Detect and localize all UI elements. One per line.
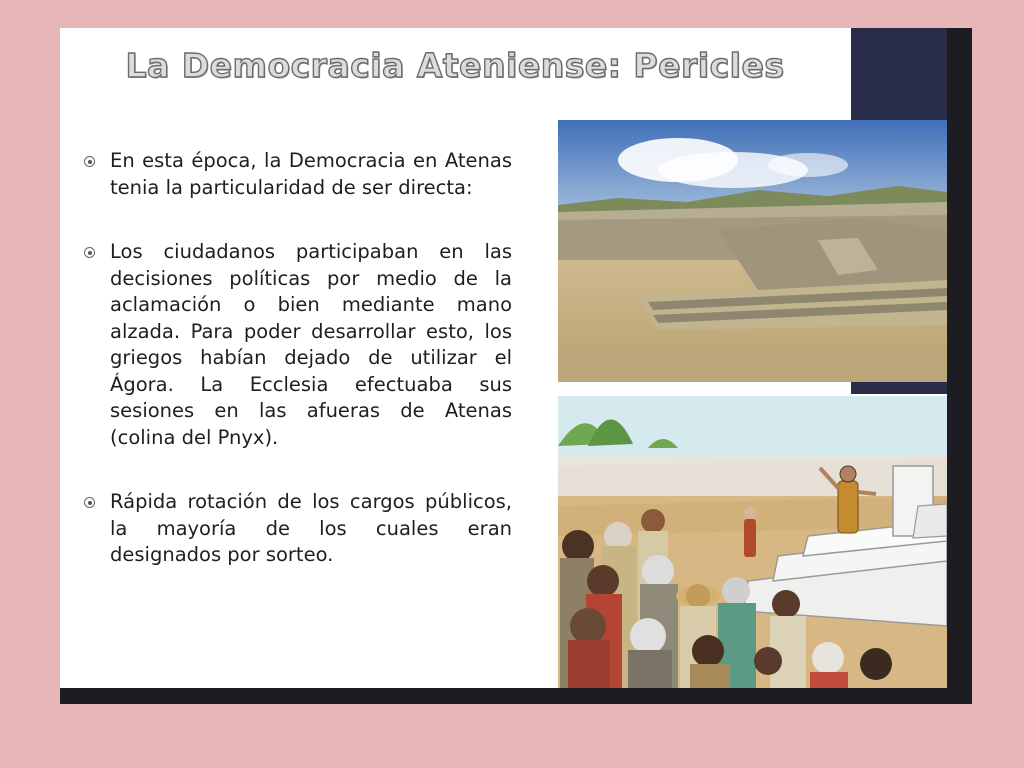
- bullet-text: Rápida rotación de los cargos públicos, la mayoría de los cuales eran designados por sorteo.: [110, 490, 512, 566]
- bullet-icon: [84, 156, 95, 167]
- bullet-text: Los ciudadanos participaban en las decisiones políticas por medio de la aclamación o bien mediante mano alzada. Para poder desarrollar esto, los griegos habían dejado de utilizar el Ágora. La Ecclesia efectuaba sus sesiones en las afueras de Atenas (colina del Pnyx).: [110, 240, 512, 449]
- slide-title: La Democracia Ateniense: Pericles: [125, 46, 785, 85]
- pnyx-photo: [558, 120, 947, 382]
- ecclesia-illustration-graphic: [558, 396, 947, 688]
- bullet-item: [80, 489, 512, 569]
- bullet-item: [80, 148, 512, 201]
- slide-shadow-bottom: [60, 688, 972, 704]
- bullet-icon: [84, 497, 95, 508]
- bullet-list: [80, 148, 512, 569]
- bullet-item: [80, 239, 512, 451]
- ecclesia-illustration: [558, 396, 947, 688]
- bullet-icon: [84, 247, 95, 258]
- pnyx-photo-graphic: [558, 120, 947, 382]
- bullet-text: En esta época, la Democracia en Atenas tenia la particularidad de ser directa:: [110, 149, 512, 199]
- slide-shadow-right: [947, 28, 972, 704]
